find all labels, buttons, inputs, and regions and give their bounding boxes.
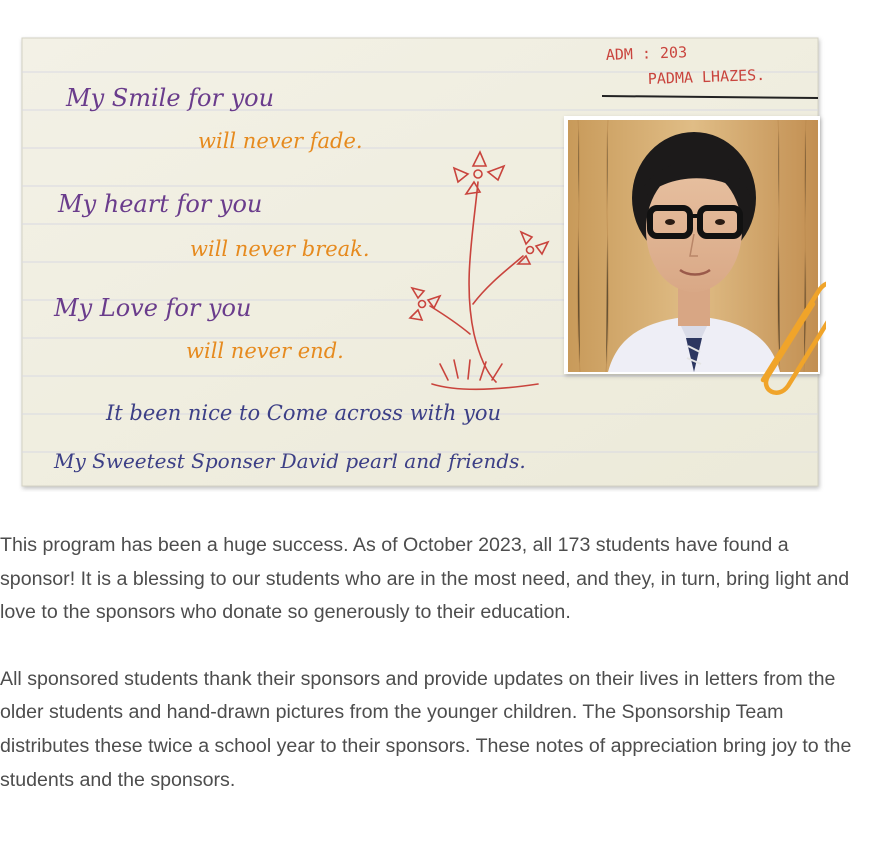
letter-figure <box>18 34 826 492</box>
poem-line-1: My Smile for you <box>66 84 275 112</box>
closing-line-1: It been nice to Come across with you <box>106 401 502 425</box>
poem-line-6: will never end. <box>186 339 344 363</box>
closing-line-2: My Sweetest Sponser David pearl and friends. <box>54 449 526 473</box>
paragraph-sponsor-letters: All sponsored students thank their sponsors and provide updates on their lives in letters from the older students and hand-drawn pictures from the younger children. The Sponsorship Team distributes these twice a school year to their sponsors. These notes of appreciation bring joy to the students and the sponsors. <box>0 667 852 791</box>
poem-line-5: My Love for you <box>54 294 252 322</box>
article-text <box>0 529 860 830</box>
poem-line-4: will never break. <box>190 237 370 261</box>
paragraph-program-success: This program has been a huge success. As of October 2023, all 173 students have found a sponsor! It is a blessing to our students who are in the most need, and they, in turn, bring light and love to the sponsors who donate so generously to their education. <box>0 534 850 624</box>
poem-line-2: will never fade. <box>198 129 363 153</box>
corner-note-line2: PADMA LHAZES. <box>647 65 766 88</box>
corner-note-line1: ADM : 203 <box>605 43 688 64</box>
student-photo <box>564 116 820 374</box>
poem-line-3: My heart for you <box>58 190 263 218</box>
letter-image <box>18 34 826 492</box>
